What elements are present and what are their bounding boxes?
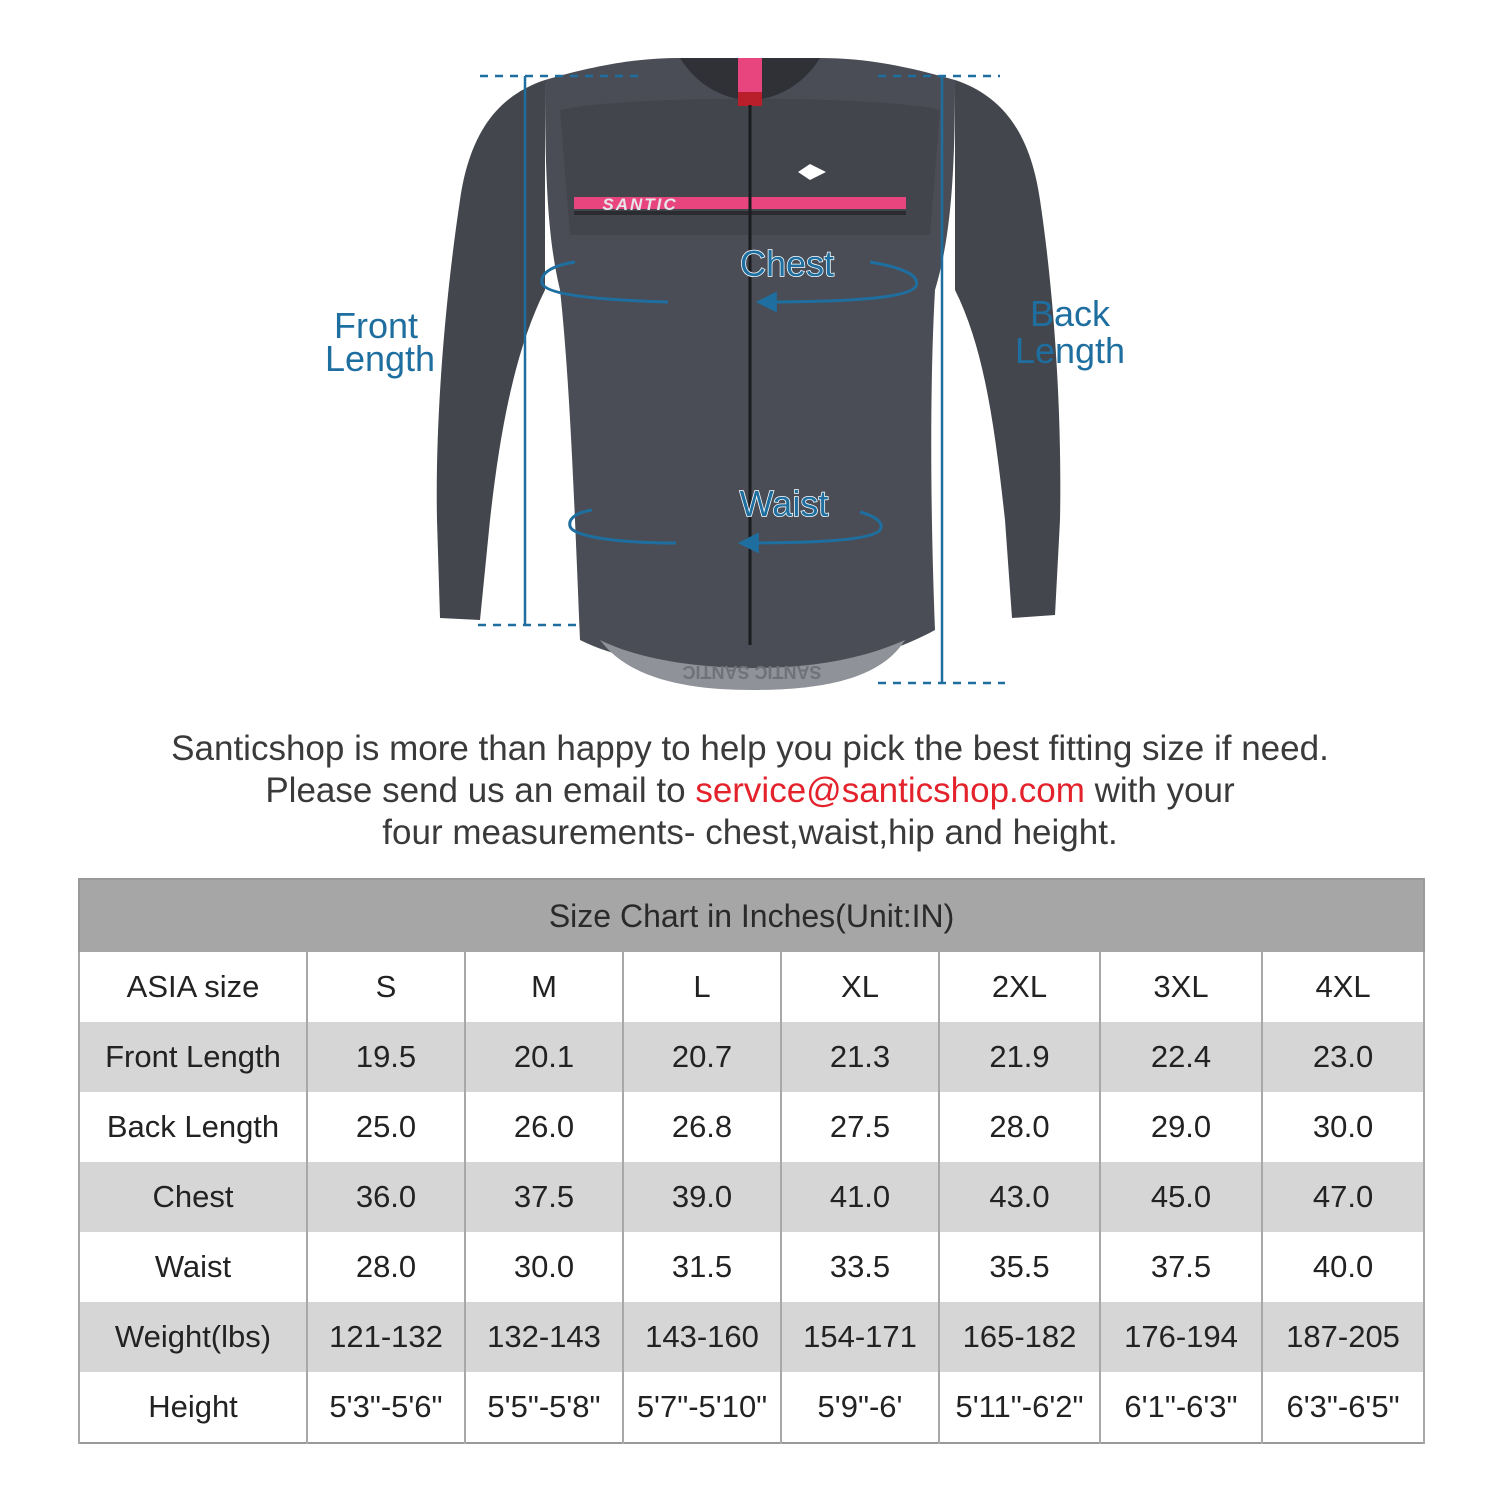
size-value-cell: 27.5 bbox=[781, 1092, 939, 1162]
brand-logo-text: SANTIC bbox=[602, 195, 678, 214]
size-value-cell: 41.0 bbox=[781, 1162, 939, 1232]
row-label-cell: Height bbox=[79, 1372, 307, 1443]
size-value-cell: 23.0 bbox=[1262, 1022, 1424, 1092]
measurement-row bbox=[79, 1092, 1424, 1162]
size-value-cell: 36.0 bbox=[307, 1162, 465, 1232]
size-value-cell: 5'7"-5'10" bbox=[623, 1372, 781, 1443]
size-value-cell: 6'3"-6'5" bbox=[1262, 1372, 1424, 1443]
size-value-cell: 37.5 bbox=[465, 1162, 623, 1232]
intro-line-2-after: with your bbox=[1084, 771, 1235, 810]
size-value-cell: 187-205 bbox=[1262, 1302, 1424, 1372]
left-sleeve bbox=[437, 80, 545, 620]
waist-label: Waist bbox=[739, 483, 829, 524]
size-value-cell: 35.5 bbox=[939, 1232, 1100, 1302]
row-label-cell: Waist bbox=[79, 1232, 307, 1302]
jersey-measurement-diagram bbox=[0, 0, 1500, 720]
size-value-cell: XL bbox=[781, 952, 939, 1022]
front-length-label-line2: Length bbox=[324, 338, 436, 379]
size-chart-table bbox=[78, 878, 1425, 1444]
intro-line-3: four measurements- chest,waist,hip and height. bbox=[382, 813, 1118, 852]
size-value-cell: 165-182 bbox=[939, 1302, 1100, 1372]
measurement-row bbox=[79, 1302, 1424, 1372]
size-value-cell: 45.0 bbox=[1100, 1162, 1262, 1232]
size-value-cell: 3XL bbox=[1100, 952, 1262, 1022]
size-value-cell: 5'5"-5'8" bbox=[465, 1372, 623, 1443]
size-value-cell: 21.3 bbox=[781, 1022, 939, 1092]
size-value-cell: 29.0 bbox=[1100, 1092, 1262, 1162]
size-value-cell: 6'1"-6'3" bbox=[1100, 1372, 1262, 1443]
size-value-cell: 26.0 bbox=[465, 1092, 623, 1162]
size-value-cell: 33.5 bbox=[781, 1232, 939, 1302]
collar-stripe bbox=[738, 58, 762, 94]
size-value-cell: 25.0 bbox=[307, 1092, 465, 1162]
measurement-row bbox=[79, 1232, 1424, 1302]
back-length-label-line2: Length bbox=[1014, 330, 1126, 371]
size-value-cell: 143-160 bbox=[623, 1302, 781, 1372]
size-value-cell: 20.1 bbox=[465, 1022, 623, 1092]
measurement-row bbox=[79, 1162, 1424, 1232]
size-value-cell: 5'3"-5'6" bbox=[307, 1372, 465, 1443]
size-value-cell: 154-171 bbox=[781, 1302, 939, 1372]
size-value-cell: 30.0 bbox=[1262, 1092, 1424, 1162]
size-value-cell: 20.7 bbox=[623, 1022, 781, 1092]
intro-line-1: Santicshop is more than happy to help you pick the best fitting size if need. bbox=[171, 729, 1329, 768]
size-value-cell: 43.0 bbox=[939, 1162, 1100, 1232]
size-chart-title: Size Chart in Inches(Unit:IN) bbox=[79, 879, 1424, 952]
row-label-cell: Chest bbox=[79, 1162, 307, 1232]
row-label-cell: Weight(lbs) bbox=[79, 1302, 307, 1372]
size-value-cell: 121-132 bbox=[307, 1302, 465, 1372]
size-chart-title-row bbox=[79, 879, 1424, 952]
row-label-cell: Front Length bbox=[79, 1022, 307, 1092]
size-value-cell: 132-143 bbox=[465, 1302, 623, 1372]
size-value-cell: 4XL bbox=[1262, 952, 1424, 1022]
size-value-cell: 5'11"-6'2" bbox=[939, 1372, 1100, 1443]
size-value-cell: 37.5 bbox=[1100, 1232, 1262, 1302]
hem-text: SANTIC SANTIC bbox=[682, 662, 822, 682]
front-length-label-line1: Front bbox=[333, 305, 419, 346]
size-value-cell: 30.0 bbox=[465, 1232, 623, 1302]
size-value-cell: 21.9 bbox=[939, 1022, 1100, 1092]
measurement-row bbox=[79, 1022, 1424, 1092]
size-value-cell: 22.4 bbox=[1100, 1022, 1262, 1092]
size-value-cell: M bbox=[465, 952, 623, 1022]
size-value-cell: 40.0 bbox=[1262, 1232, 1424, 1302]
size-value-cell: 5'9"-6' bbox=[781, 1372, 939, 1443]
size-value-cell: 26.8 bbox=[623, 1092, 781, 1162]
size-value-cell: 2XL bbox=[939, 952, 1100, 1022]
row-label-cell: ASIA size bbox=[79, 952, 307, 1022]
intro-line-2 bbox=[0, 770, 1500, 812]
size-value-cell: 47.0 bbox=[1262, 1162, 1424, 1232]
size-value-cell: L bbox=[623, 952, 781, 1022]
email-link[interactable]: service@santicshop.com bbox=[695, 771, 1085, 810]
size-value-cell: S bbox=[307, 952, 465, 1022]
back-length-label-line1: Back bbox=[1029, 293, 1111, 334]
size-value-cell: 28.0 bbox=[307, 1232, 465, 1302]
size-value-cell: 31.5 bbox=[623, 1232, 781, 1302]
size-help-message bbox=[0, 728, 1500, 854]
size-value-cell: 28.0 bbox=[939, 1092, 1100, 1162]
size-value-cell: 176-194 bbox=[1100, 1302, 1262, 1372]
jersey-image bbox=[437, 58, 1061, 690]
intro-line-2-before: Please send us an email to bbox=[265, 771, 696, 810]
row-label-cell: Back Length bbox=[79, 1092, 307, 1162]
measurement-row bbox=[79, 1372, 1424, 1443]
chest-label: Chest bbox=[739, 243, 835, 284]
size-value-cell: 19.5 bbox=[307, 1022, 465, 1092]
size-value-cell: 39.0 bbox=[623, 1162, 781, 1232]
size-header-row bbox=[79, 952, 1424, 1022]
